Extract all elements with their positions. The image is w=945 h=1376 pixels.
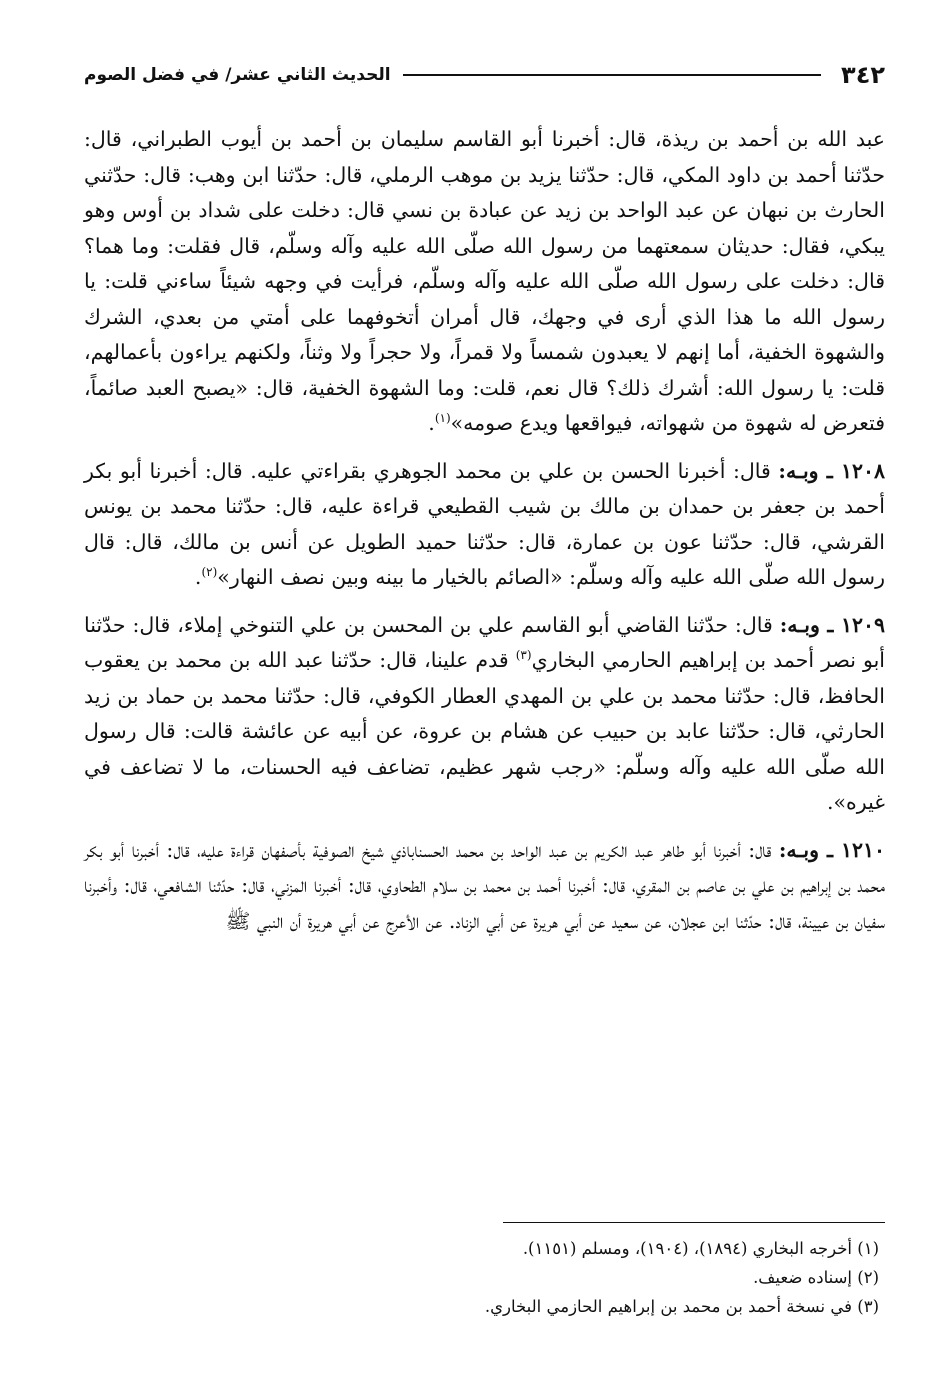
paragraph-tail: . bbox=[428, 411, 435, 435]
hadith-number: ١٢٠٩ ـ وبـه: bbox=[779, 612, 885, 637]
hadith-1208 bbox=[84, 454, 885, 596]
footnote-reference: (٣) bbox=[515, 648, 532, 663]
paragraph-text: عبد الله بن أحمد بن ريذة، قال: أخبرنا أبو القاسم سليمان بن أحمد بن أيوب الطبراني، قال: حدّثنا أحمد بن داود المكي، قال: حدّثنا يزيد بن موهب الرملي، قال: حدّثنا ابن وهب: قال: حدّثني الحارث بن نبهان عن عبد الواحد بن زيد عن عبادة بن نسي قال: دخلت على شداد بن أوس وهو يبكي، فقال: حديثان سمعتهما من رسول الله صلّى الله عليه وآله وسلّم، قال فقلت: وما هما؟ قال: دخلت على رسول الله صلّى الله عليه وآله وسلّم، فرأيت في وجهه شيئاً ساءني قلت: يا رسول الله ما هذا الذي أرى في وجهك، قال أمران أتخوفهما على أمتي من بعدي، الشرك والشهوة الخفية، أما إنهم لا يعبدون شمساً ولا قمراً، ولا حجراً ولا وثناً، ولكنهم يراءون بأعمالهم، قلت: يا رسول الله: أشرك ذلك؟ قال نعم، قلت: وما الشهوة الخفية، قال: «يصبح العبد صائماً، فتعرض له شهوة من شهواته، فيواقعها ويدع صومه» bbox=[84, 127, 885, 435]
running-title: الحديث الثاني عشر/ في فضل الصوم bbox=[84, 65, 391, 85]
footnote-reference: (١) bbox=[434, 411, 451, 426]
hadith-number: ١٢٠٨ ـ وبـه: bbox=[778, 458, 885, 483]
paragraph-tail: . bbox=[194, 565, 202, 589]
footnotes bbox=[84, 1234, 879, 1321]
hadith-number: ١٢١٠ ـ وبـه: bbox=[778, 837, 885, 862]
paragraph-text: قال: حدّثنا القاضي أبو القاسم علي بن المحسن بن علي التنوخي إملاء، قال: حدّثنا أبو نصر أحمد بن إبراهيم الحارمي البخاري bbox=[84, 612, 885, 672]
page-header bbox=[84, 55, 885, 95]
footnote-1: (١) أخرجه البخاري (١٨٩٤)، (١٩٠٤)، ومسلم (١١٥١). bbox=[522, 1239, 879, 1258]
main-text bbox=[84, 122, 885, 939]
footnote-3: (٣) في نسخة أحمد بن محمد بن إبراهيم الحازمي البخاري. bbox=[484, 1297, 879, 1316]
paragraph-continuation bbox=[84, 122, 885, 442]
footnote-rule bbox=[503, 1222, 885, 1223]
hadith-1210 bbox=[84, 833, 885, 940]
header-rule bbox=[403, 74, 822, 76]
paragraph-text: قال: أخبرنا أبو طاهر عبد الكريم بن عبد الواحد بن محمد الحسناباذي شيخ الصوفية بأصفهان قراءة عليه، قال: أخبرنا أبو بكر محمد بن إبراهيم بن علي بن عاصم بن المقري، قال: أخبرنا أحمد بن محمد بن سلام الطحاوي، قال: أخبرنا المزني، قال: حدّثنا الشافعي، قال: وأخبرنا سفيان بن عيينة، قال: حدّثنا ابن عجلان، عن سعيد عن أبي هريرة عن أبي الزناد. عن الأعرج عن أبي هريرة أن النبي ﷺ bbox=[84, 837, 885, 933]
hadith-1209 bbox=[84, 608, 885, 821]
footnote-2: (٢) إسناده ضعيف. bbox=[753, 1268, 879, 1287]
paragraph-tail: قدم علينا، قال: حدّثنا عبد الله بن محمد بن يعقوب الحافظ، قال: حدّثنا محمد بن علي بن المهدي العطار الكوفي، قال: حدّثنا محمد بن حماد بن زيد الحارثي، قال: حدّثنا عابد بن حبيب عن هشام بن عروة، عن أبيه عن عائشة قالت: قال رسول الله صلّى الله عليه وآله وسلّم: «رجب شهر عظيم، تضاعف فيه الحسنات، ما لا تضاعف في غيره». bbox=[84, 648, 885, 814]
paragraph-text: قال: أخبرنا الحسن بن علي بن محمد الجوهري بقراءتي عليه. قال: أخبرنا أبو بكر أحمد بن جعفر بن حمدان بن مالك بن شيب القطيعي قراءة عليه، قال: حدّثنا محمد بن يونس القرشي، قال: حدّثنا عون بن عمارة، قال: حدّثنا حميد الطويل عن أنس بن مالك، قال: قال رسول الله صلّى الله عليه وآله وسلّم: «الصائم بالخيار ما بينه وبين نصف النهار» bbox=[84, 458, 885, 589]
footnote-reference: (٢) bbox=[201, 565, 218, 580]
page-number: ٣٤٢ bbox=[841, 61, 885, 89]
